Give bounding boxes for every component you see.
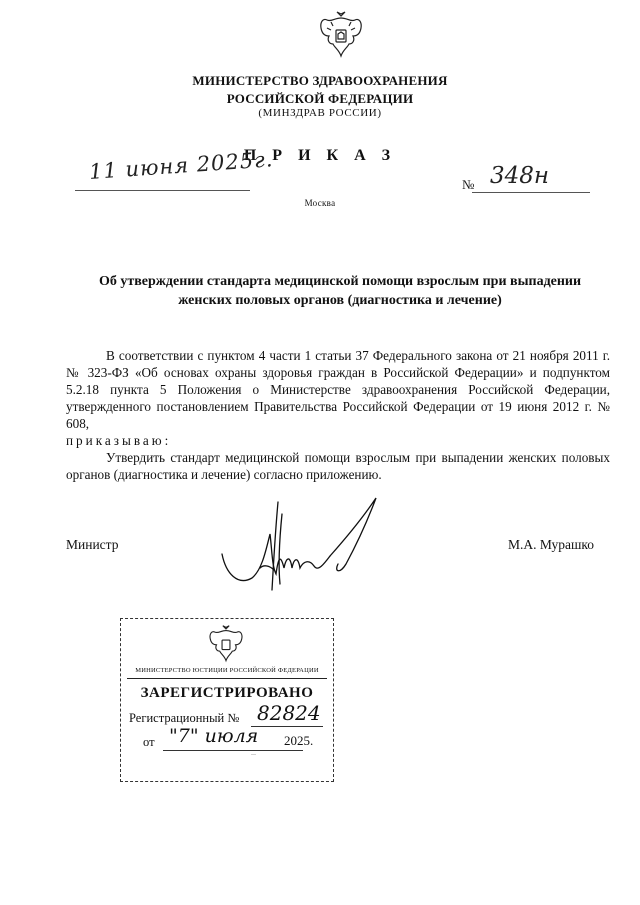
stamp-ministry: МИНИСТЕРСТВО ЮСТИЦИИ РОССИЙСКОЙ ФЕДЕРАЦИИ [135,667,319,674]
ministry-line-2: РОССИЙСКОЙ ФЕДЕРАЦИИ [226,91,414,106]
ministry-name [0,72,640,108]
document-type: П Р И К А З [243,147,397,164]
stamp-tiny-mark: — [251,753,256,758]
stamp-year: 2025. [284,733,314,748]
order-word: приказываю: [66,433,172,448]
stamp-from-label: от [143,735,155,749]
paragraph-1 [66,347,610,449]
date-underline [75,190,250,191]
paragraph-2: Утвердить стандарт медицинской помощи взрослым при выпадении женских половых органов (диагностика и лечение) согласно приложению. [66,450,610,482]
stamp-divider [127,678,327,679]
stamp-status: ЗАРЕГИСТРИРОВАНО [140,685,314,701]
minister-title: Министр [66,537,119,552]
document-title [70,272,610,310]
stamp-date-underline [163,750,303,751]
minister-name: М.А. Мурашко [508,537,595,552]
order-date-handwritten: 11 июня 2025г. [88,147,275,184]
city: Москва [304,198,336,208]
stamp-reg-label: Регистрационный № [129,711,240,725]
stamp-reg-number: 82824 [257,701,321,725]
ministry-line-1: МИНИСТЕРСТВО ЗДРАВООХРАНЕНИЯ [192,73,448,88]
registration-stamp [120,618,334,782]
order-number-handwritten: 348н [490,163,550,189]
title-line-2: женских половых органов (диагностика и лечение) [178,293,502,308]
coat-of-arms-icon [207,624,245,664]
signature-icon [220,494,390,594]
ministry-abbreviation: (МИНЗДРАВ РОССИИ) [258,107,382,119]
stamp-reg-underline [251,726,323,727]
coat-of-arms-icon [317,10,365,60]
stamp-date-handwritten: "7" июля [169,725,259,747]
number-underline [472,192,590,193]
paragraph-1-text: В соответствии с пунктом 4 части 1 статьи 37 Федерального закона от 21 ноября 2011 г. № 323-ФЗ «Об основах охраны здоровья граждан в Российской Федерации» и подпунктом 5.2.18 пункта 5 Положения о Министерстве здравоохранения Российской Федерации, утвержденного постановлением Правительства Российской Федерации от 19 июня 2012 г. № 608, [66,348,610,431]
order-number-label: № [462,177,475,192]
title-line-1: Об утверждении стандарта медицинской помощи взрослым при выпадении [98,274,582,289]
